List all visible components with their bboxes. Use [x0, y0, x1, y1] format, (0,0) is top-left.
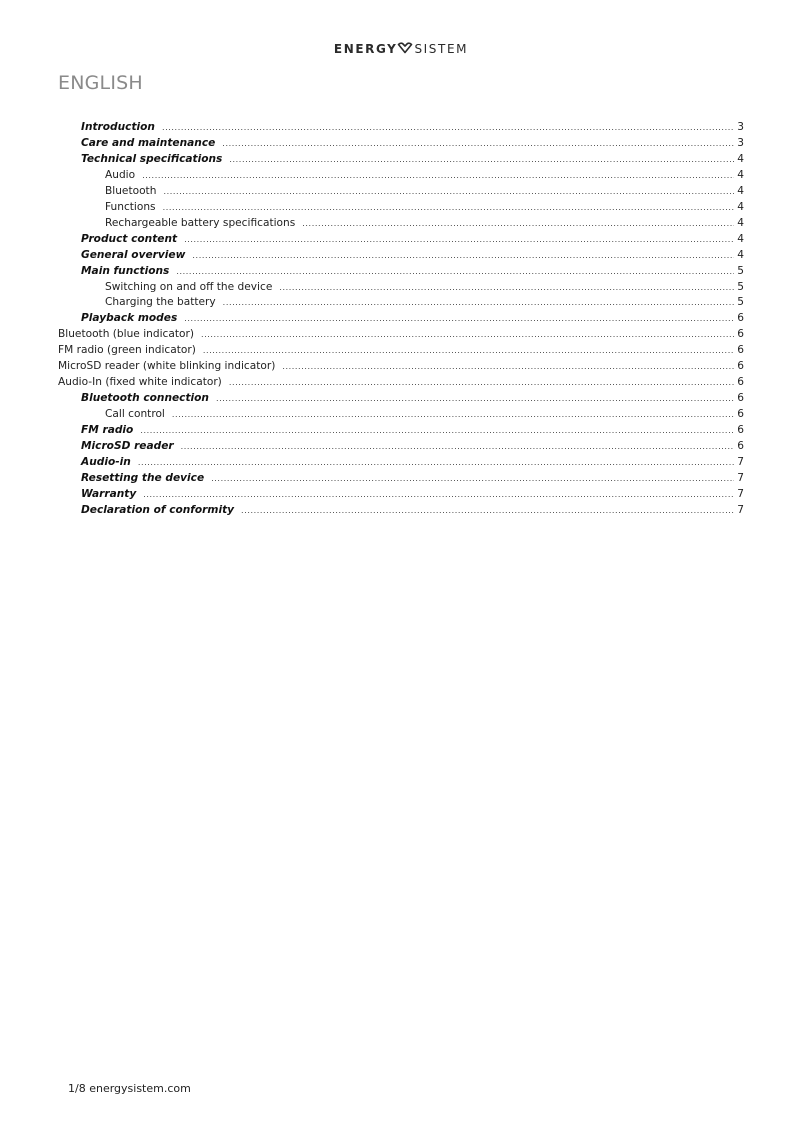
page-footer: 1/8 energysistem.com	[68, 1082, 191, 1095]
toc-entry-page-number: 4	[737, 168, 744, 181]
toc-entry-label: Charging the battery	[105, 296, 216, 309]
toc-entry-label: Bluetooth	[105, 184, 157, 197]
toc-entry-page-number: 4	[737, 232, 744, 245]
toc-entry-page-number: 6	[737, 424, 744, 437]
toc-entry-page-number: 4	[737, 248, 744, 261]
toc-entry-label: FM radio	[81, 424, 134, 437]
toc-dot-leader	[229, 152, 734, 168]
toc-dot-leader	[201, 327, 734, 343]
toc-entry-page-number: 7	[737, 455, 744, 468]
toc-entry-page-number: 5	[737, 280, 744, 293]
toc-entry-page-number: 4	[737, 152, 744, 165]
page-title: ENGLISH	[58, 72, 143, 94]
toc-entry[interactable]	[58, 358, 744, 374]
toc-entry-page-number: 5	[737, 296, 744, 309]
toc-entry[interactable]	[81, 502, 744, 518]
toc-dot-leader	[216, 391, 734, 407]
toc-dot-leader	[229, 375, 734, 391]
toc-dot-leader	[184, 232, 734, 248]
toc-entry-label: Technical specifications	[81, 152, 223, 165]
toc-entry[interactable]	[81, 486, 744, 502]
toc-dot-leader	[140, 423, 734, 439]
toc-entry[interactable]	[105, 406, 744, 422]
toc-entry-page-number: 7	[737, 487, 744, 500]
toc-entry-page-number: 3	[737, 136, 744, 149]
toc-entry-label: Care and maintenance	[81, 136, 216, 149]
heart-check-icon	[397, 42, 413, 54]
toc-entry[interactable]	[81, 247, 744, 263]
toc-entry-label: Audio	[105, 168, 136, 181]
toc-entry[interactable]	[81, 231, 744, 247]
toc-entry[interactable]	[81, 390, 744, 406]
toc-entry-label: Warranty	[81, 487, 137, 500]
toc-dot-leader	[176, 264, 734, 280]
toc-entry-page-number: 7	[737, 471, 744, 484]
toc-entry-label: Main functions	[81, 264, 170, 277]
toc-entry[interactable]	[81, 454, 744, 470]
toc-dot-leader	[172, 407, 734, 423]
toc-dot-leader	[181, 439, 735, 455]
toc-entry-label: Audio-In (fixed white indicator)	[58, 376, 222, 389]
toc-entry[interactable]	[81, 438, 744, 454]
toc-entry[interactable]	[81, 422, 744, 438]
toc-entry-page-number: 6	[737, 440, 744, 452]
toc-dot-leader	[282, 359, 734, 375]
toc-entry-label: Functions	[105, 200, 156, 213]
toc-entry-page-number: 4	[737, 216, 744, 229]
toc-entry[interactable]	[81, 470, 744, 486]
toc-entry[interactable]	[58, 342, 744, 358]
toc-entry-page-number: 4	[737, 184, 744, 197]
toc-entry-page-number: 6	[737, 344, 744, 357]
toc-entry[interactable]	[81, 310, 744, 326]
toc-entry[interactable]	[81, 151, 744, 167]
toc-entry[interactable]	[81, 135, 744, 151]
toc-entry[interactable]	[81, 119, 744, 135]
toc-dot-leader	[222, 136, 734, 152]
toc-entry-page-number: 6	[737, 408, 744, 421]
toc-dot-leader	[241, 503, 734, 519]
toc-dot-leader	[203, 343, 734, 359]
toc-dot-leader	[184, 311, 734, 327]
toc-entry-label: Rechargeable battery specifications	[105, 216, 296, 229]
toc-dot-leader	[223, 295, 735, 311]
toc-entry-label: Introduction	[81, 121, 155, 133]
toc-entry-page-number: 6	[737, 392, 744, 405]
toc-dot-leader	[163, 200, 735, 216]
toc-entry-page-number: 5	[737, 264, 744, 277]
brand-name-sistem: SISTEM	[414, 42, 469, 56]
toc-entry-label: Bluetooth connection	[81, 392, 209, 405]
toc-entry[interactable]	[105, 199, 744, 215]
toc-entry-label: Call control	[105, 408, 165, 421]
toc-dot-leader	[143, 487, 734, 503]
toc-entry[interactable]	[105, 167, 744, 183]
toc-entry[interactable]	[58, 326, 744, 342]
toc-entry-label: Bluetooth (blue indicator)	[58, 328, 194, 341]
toc-dot-leader	[211, 471, 734, 487]
toc-entry[interactable]	[105, 294, 744, 310]
toc-entry-label: MicroSD reader (white blinking indicator)	[58, 360, 276, 373]
toc-entry-page-number: 7	[737, 503, 744, 516]
toc-dot-leader	[163, 184, 734, 200]
toc-entry-page-number: 6	[737, 328, 744, 341]
toc-dot-leader	[138, 455, 734, 471]
toc-entry-label: Audio-in	[81, 455, 131, 468]
toc-entry[interactable]	[105, 183, 744, 199]
toc-dot-leader	[192, 248, 734, 264]
toc-entry-label: Product content	[81, 232, 178, 245]
toc-entry-label: General overview	[81, 248, 186, 261]
toc-entry[interactable]	[105, 215, 744, 231]
toc-entry-page-number: 4	[737, 200, 744, 213]
toc-entry-label: MicroSD reader	[81, 440, 174, 452]
toc-dot-leader	[302, 216, 734, 232]
toc-entry-label: Resetting the device	[81, 471, 205, 484]
brand-logo	[0, 40, 802, 58]
toc-entry-label: Declaration of conformity	[81, 503, 235, 516]
toc-entry-label: Switching on and off the device	[105, 280, 273, 293]
toc-entry[interactable]	[81, 263, 744, 279]
toc-dot-leader	[279, 280, 734, 296]
toc-entry-label: FM radio (green indicator)	[58, 344, 196, 357]
toc-dot-leader	[162, 120, 734, 136]
toc-entry-page-number: 6	[737, 312, 744, 325]
toc-entry-page-number: 3	[737, 121, 744, 133]
toc-entry-label: Playback modes	[81, 312, 178, 325]
brand-name-energy: ENERGY	[333, 42, 398, 56]
toc-entry-page-number: 6	[737, 376, 744, 389]
toc-entry[interactable]	[105, 279, 744, 295]
toc-entry-page-number: 6	[737, 360, 744, 373]
toc-dot-leader	[142, 168, 734, 184]
toc-entry[interactable]	[58, 374, 744, 390]
